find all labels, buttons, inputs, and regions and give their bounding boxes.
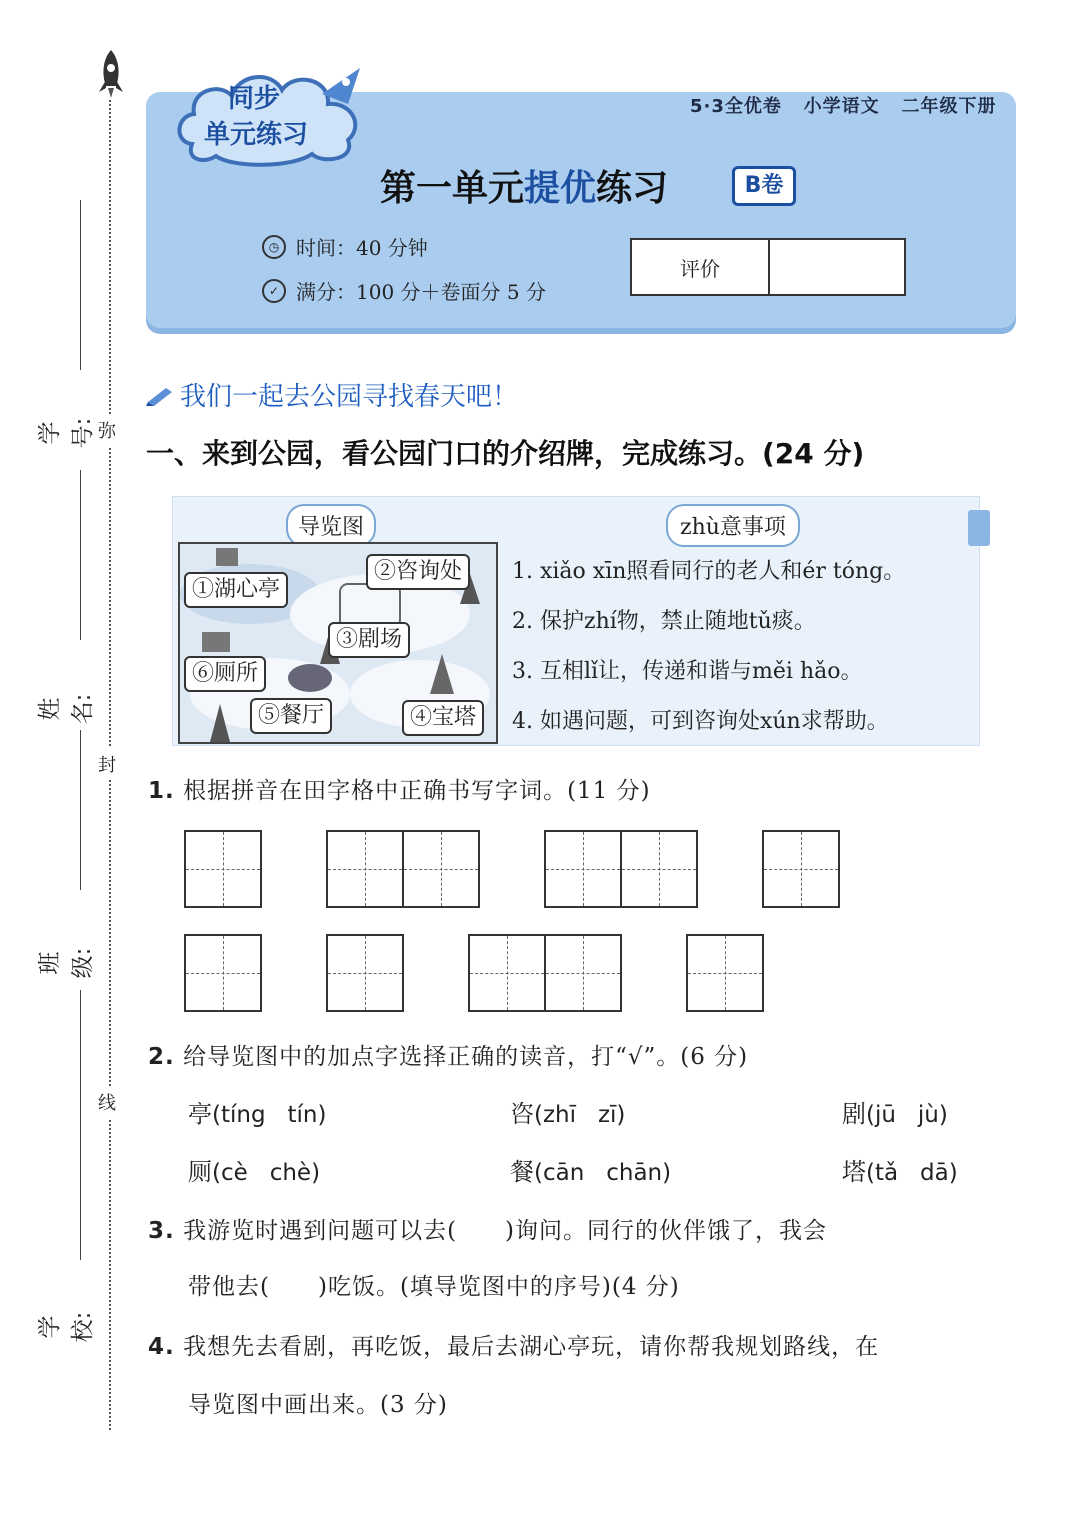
- intro-text: 我们一起去公园寻找春天吧！: [180, 382, 519, 412]
- score-text: 满分：100 分＋卷面分 5 分: [296, 280, 546, 304]
- score-row: [262, 276, 546, 305]
- rocket-icon: [96, 48, 126, 100]
- writing-grid[interactable]: [184, 934, 262, 1012]
- series-info: 5·3全优卷 小学语文 二年级下册: [690, 96, 997, 117]
- writing-grid[interactable]: [686, 934, 764, 1012]
- writing-grid[interactable]: [184, 830, 262, 908]
- evaluation-label: 评价: [632, 240, 770, 294]
- writing-grid[interactable]: [326, 934, 404, 1012]
- cut-char-mi: 弥: [98, 414, 116, 446]
- cut-char-xian: 线: [98, 1086, 116, 1118]
- cut-char-feng: 封: [98, 748, 116, 780]
- section-1-heading: 一、来到公园，看公园门口的介绍牌，完成练习。(24 分): [146, 437, 865, 470]
- note-1: 1. xiǎo xīn照看同行的老人和ér tóng。: [512, 559, 906, 584]
- school-label: 学校:: [37, 1311, 96, 1343]
- class-line[interactable]: [80, 730, 81, 890]
- question-2: 2. 给导览图中的加点字选择正确的读音，打“√”。(6 分): [148, 1044, 749, 1070]
- badge-line-1: 同步: [228, 84, 281, 114]
- clock-icon: ◷: [262, 235, 286, 259]
- writing-grid[interactable]: [468, 934, 622, 1012]
- note-3: 3. 互相lǐ让，传递和谐与měi hǎo。: [512, 659, 863, 684]
- writing-grid[interactable]: [544, 830, 698, 908]
- name-label: 姓名:: [37, 693, 96, 725]
- time-text: 时间：40 分钟: [296, 236, 428, 260]
- note-4: 4. 如遇问题，可到咨询处xún求帮助。: [512, 709, 889, 734]
- grid-row-2: [184, 934, 764, 1012]
- check-circle-icon: ✓: [262, 279, 286, 303]
- question-4: 4. 我想先去看剧，再吃饭，最后去湖心亭玩，请你帮我规划路线，在: [148, 1334, 880, 1360]
- map-label-theater: ③剧场: [328, 622, 410, 658]
- student-id-label: 学号:: [37, 417, 96, 449]
- class-label: 班级:: [37, 947, 96, 979]
- volume-b-badge: B卷: [732, 166, 796, 206]
- name-line[interactable]: [80, 470, 81, 640]
- time-row: [262, 232, 428, 261]
- question-3[interactable]: 3. 我游览时遇到问题可以去( )询问。同行的伙伴饿了，我会: [148, 1218, 828, 1244]
- pinyin-choice[interactable]: 塔(tǎ dā): [842, 1158, 958, 1186]
- map-label-restaurant: ⑤餐厅: [250, 698, 332, 734]
- pinyin-choice[interactable]: 亭(tíng tín): [188, 1100, 327, 1128]
- question-1: 1. 根据拼音在田字格中正确书写字词。(11 分): [148, 778, 651, 804]
- grid-row-1: [184, 830, 840, 908]
- intro-line: [146, 376, 518, 413]
- guide-map[interactable]: [178, 542, 498, 744]
- pinyin-choice[interactable]: 咨(zhī zī): [510, 1100, 626, 1128]
- page-title: 第一单元提优练习: [380, 168, 669, 209]
- map-label-info-desk: ②咨询处: [366, 554, 470, 590]
- student-id-line[interactable]: [80, 200, 81, 370]
- map-label-lake-pavilion: ①湖心亭: [184, 572, 288, 608]
- writing-grid[interactable]: [326, 830, 480, 908]
- card-tab-marker: [968, 510, 990, 546]
- school-line[interactable]: [80, 990, 81, 1260]
- map-label-pagoda: ④宝塔: [402, 700, 484, 736]
- badge-line-2: 单元练习: [204, 120, 309, 150]
- pencil-icon: [146, 384, 174, 406]
- pinyin-choice[interactable]: 餐(cān chān): [510, 1158, 672, 1186]
- note-2: 2. 保护zhí物，禁止随地tǔ痰。: [512, 609, 816, 634]
- pinyin-choice[interactable]: 剧(jū jù): [842, 1100, 948, 1128]
- question-4-cont: 导览图中画出来。(3 分): [188, 1392, 448, 1418]
- writing-grid[interactable]: [762, 830, 840, 908]
- map-title: 导览图: [286, 504, 376, 547]
- evaluation-box: [630, 238, 906, 296]
- evaluation-field[interactable]: [770, 240, 904, 294]
- pinyin-choice[interactable]: 厕(cè chè): [188, 1158, 321, 1186]
- notes-title: zhù意事项: [666, 504, 800, 547]
- map-label-restroom: ⑥厕所: [184, 656, 266, 692]
- question-3-cont[interactable]: 带他去( )吃饭。(填导览图中的序号)(4 分): [188, 1274, 680, 1300]
